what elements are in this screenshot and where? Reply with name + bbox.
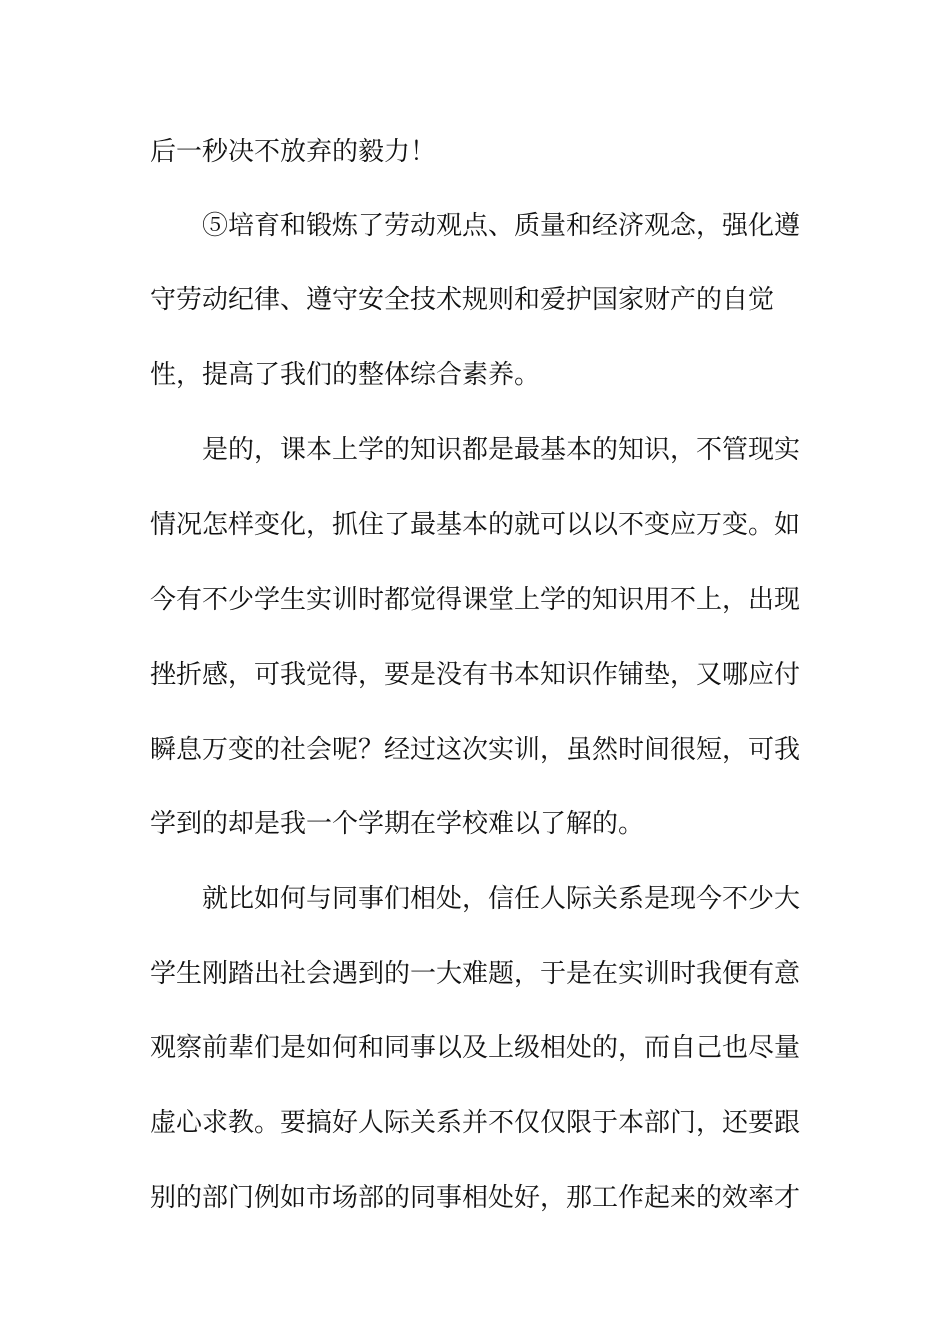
paragraph-start-line: 就比如何与同事们相处，信任人际关系是现今不少大: [202, 884, 801, 914]
text-line: 学到的却是我一个学期在学校难以了解的。: [150, 809, 645, 839]
text-line: 守劳动纪律、遵守安全技术规则和爱护国家财产的自觉: [150, 285, 775, 315]
text-line: 后一秒决不放弃的毅力！: [150, 137, 437, 167]
text-line: 别的部门例如市场部的同事相处好，那工作起来的效率才: [150, 1183, 801, 1213]
text-line: 观察前辈们是如何和同事以及上级相处的，而自己也尽量: [150, 1033, 801, 1063]
text-line: 今有不少学生实训时都觉得课堂上学的知识用不上，出现: [150, 585, 801, 615]
text-line: 虚心求教。要搞好人际关系并不仅仅限于本部门，还要跟: [150, 1108, 801, 1138]
text-line: 学生刚踏出社会遇到的一大难题，于是在实训时我便有意: [150, 959, 801, 989]
text-line: 挫折感，可我觉得，要是没有书本知识作铺垫，又哪应付: [150, 660, 801, 690]
text-line: 情况怎样变化，抓住了最基本的就可以以不变应万变。如: [150, 510, 801, 540]
text-line: 瞬息万变的社会呢？经过这次实训，虽然时间很短，可我: [150, 735, 801, 765]
paragraph-start-line: 是的，课本上学的知识都是最基本的知识，不管现实: [202, 435, 801, 465]
text-line: 性，提高了我们的整体综合素养。: [150, 360, 541, 390]
paragraph-start-line: ⑤培育和锻炼了劳动观点、质量和经济观念，强化遵: [202, 211, 801, 241]
